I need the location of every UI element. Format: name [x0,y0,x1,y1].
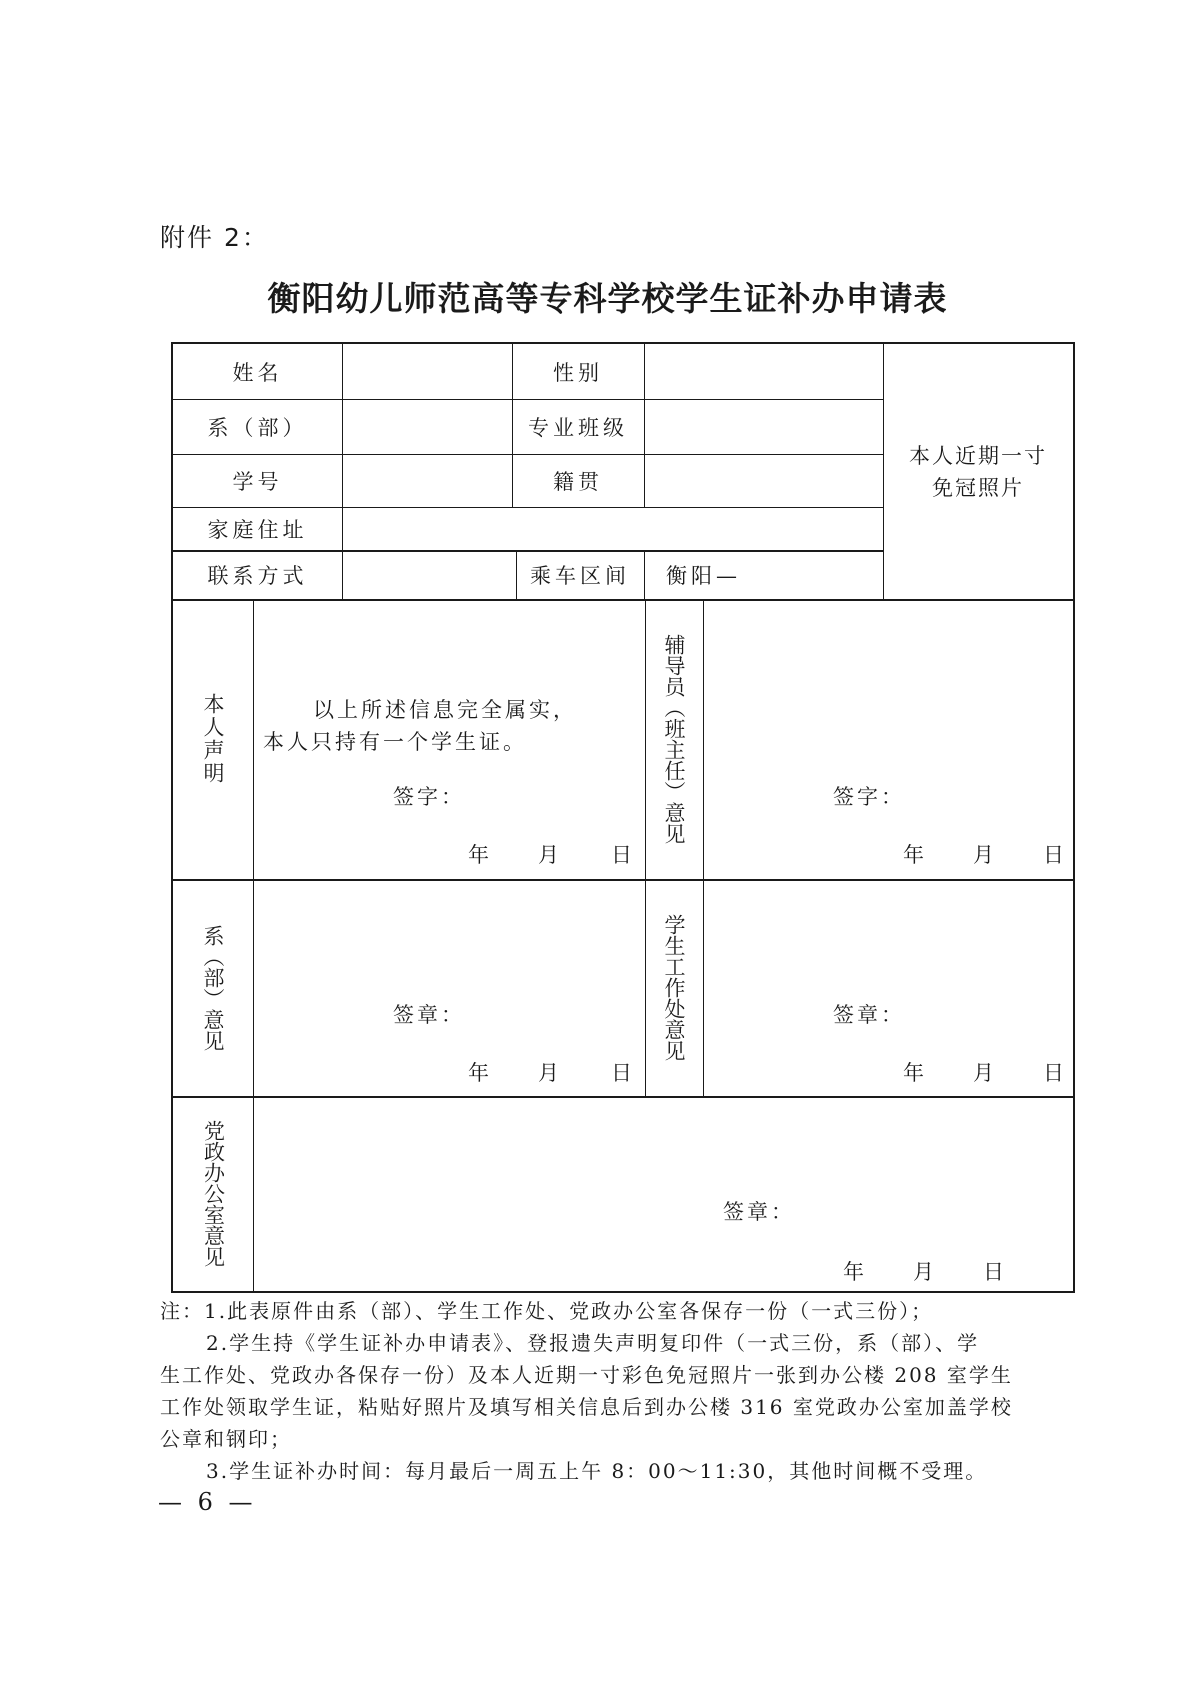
department-field[interactable] [342,399,512,454]
declaration-sign-label: 签字： [393,785,465,809]
declaration-area[interactable] [253,599,645,879]
party-office-sign-label: 签章： [723,1200,795,1224]
gender-label: 性别 [553,360,603,385]
student-affairs-sign-label: 签章： [833,1003,905,1027]
home-address-label: 家庭住址 [207,517,308,542]
photo-hint-line1: 本人近期一寸 [909,443,1047,468]
student-affairs-opinion-area[interactable] [703,879,1073,1096]
note-line-6: 3.学生证补办时间：每月最后一周五上午 8：00～11:30，其他时间概不受理。 [206,1459,988,1483]
party-office-opinion-area[interactable] [253,1096,1073,1291]
party-office-day: 日 [983,1260,1007,1284]
student-affairs-day: 日 [1043,1061,1067,1085]
declaration-line1: 以上所述信息完全属实， [313,698,577,722]
major-class-field[interactable] [644,399,883,454]
student-affairs-label: 学生工作处意见 [662,914,686,1061]
student-affairs-month: 月 [973,1061,997,1085]
name-label: 姓名 [232,360,283,385]
contact-label: 联系方式 [207,563,308,588]
department-opinion-month: 月 [538,1061,562,1085]
department-opinion-label-cell [173,879,253,1096]
party-office-label: 党政办公室意见 [201,1120,226,1267]
department-opinion-area[interactable] [253,879,645,1096]
party-office-label-cell [173,1096,253,1291]
student-affairs-year: 年 [903,1061,927,1085]
counselor-label-cell [645,599,703,879]
travel-section-label: 乘车区间 [530,563,630,588]
gender-field[interactable] [644,344,883,399]
student-affairs-label-cell [645,879,703,1096]
department-opinion-label: 系（部）意见 [201,924,225,1051]
counselor-sign-label: 签字： [833,785,905,809]
home-address-field[interactable] [342,507,883,550]
department-opinion-sign-label: 签章： [393,1003,465,1027]
major-class-label: 专业班级 [528,415,628,440]
student-id-field[interactable] [342,454,512,507]
counselor-year: 年 [903,843,927,867]
note-line-2: 2.学生持《学生证补办申请表》、登报遗失声明复印件（一式三份，系（部）、学 [206,1331,980,1355]
department-opinion-day: 日 [611,1061,635,1085]
declaration-day: 日 [611,843,635,867]
photo-placeholder[interactable] [883,344,1073,599]
department-opinion-year: 年 [468,1061,492,1085]
note-line-1: 注：1.此表原件由系（部）、学生工作处、党政办公室各保存一份（一式三份）； [160,1299,934,1323]
counselor-month: 月 [973,843,997,867]
party-office-year: 年 [843,1260,867,1284]
student-id-label: 学号 [232,469,283,494]
attachment-label: 附件 2： [160,223,269,252]
note-line-5: 公章和钢印； [160,1427,292,1451]
travel-section-field[interactable]: 衡阳— [666,563,741,588]
note-line-4: 工作处领取学生证，粘贴好照片及填写相关信息后到办公楼 316 室党政办公室加盖学校 [160,1395,1013,1419]
photo-hint-line2: 免冠照片 [932,475,1024,500]
note-line-3: 生工作处、党政办各保存一份）及本人近期一寸彩色免冠照片一张到办公楼 208 室学生 [160,1363,1013,1387]
declaration-year: 年 [468,843,492,867]
counselor-opinion-area[interactable] [703,599,1073,879]
native-place-label: 籍贯 [553,469,603,494]
application-form-table [171,342,1075,1293]
declaration-label-cell [173,599,253,879]
declaration-label: 本人声明 [201,693,225,785]
contact-field[interactable] [342,550,516,599]
page-number: — 6 — [158,1488,257,1516]
declaration-line2: 本人只持有一个学生证。 [263,730,527,754]
declaration-month: 月 [538,843,562,867]
department-label: 系（部） [207,415,308,440]
counselor-label: 辅导员（班主任）意见 [662,634,686,844]
native-place-field[interactable] [644,454,883,507]
party-office-month: 月 [913,1260,937,1284]
name-field[interactable] [342,344,512,399]
form-title: 衡阳幼儿师范高等专科学校学生证补办申请表 [267,279,948,318]
counselor-day: 日 [1043,843,1067,867]
